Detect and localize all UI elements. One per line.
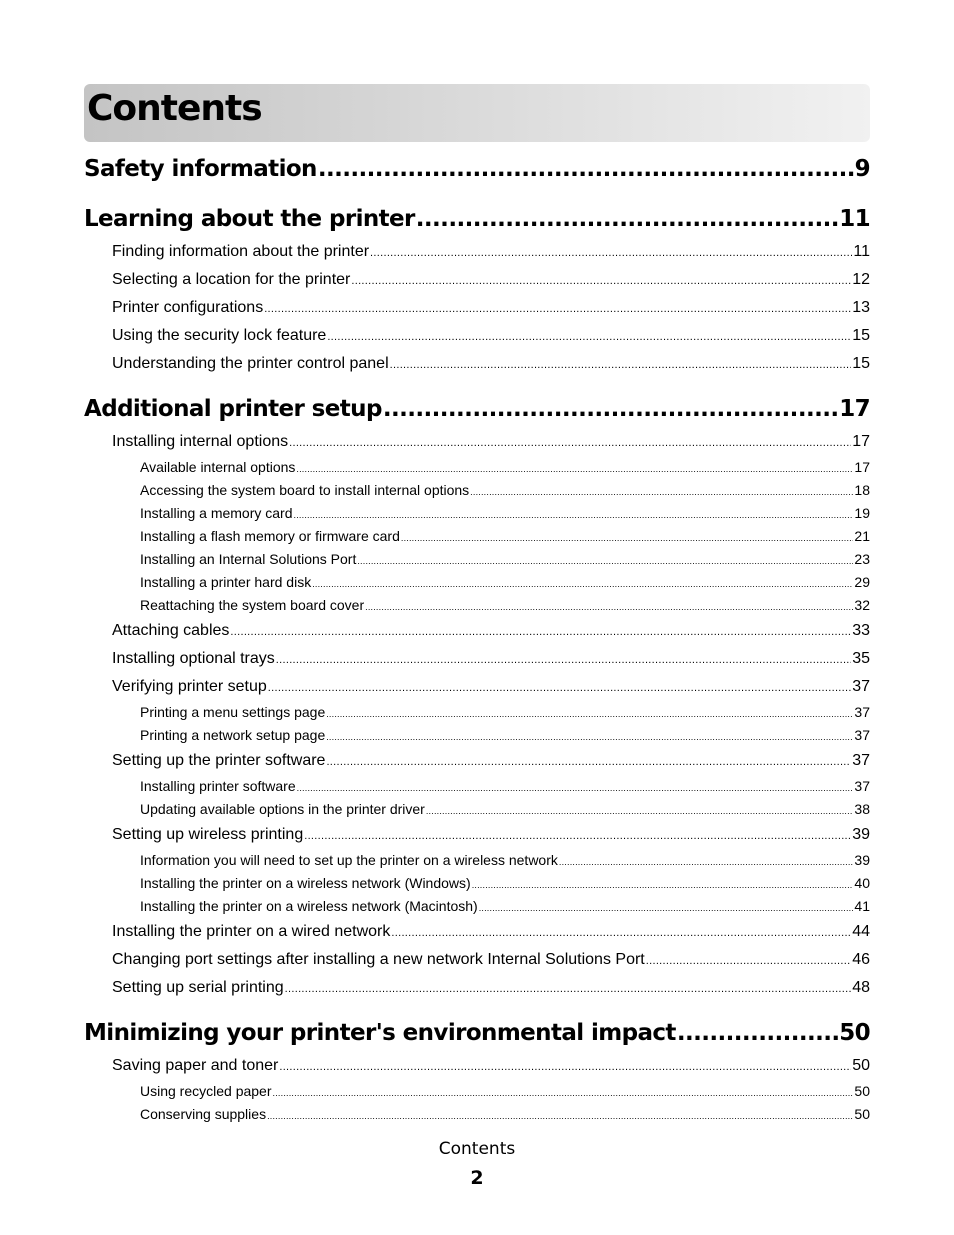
toc-entry-page: 11 <box>853 243 870 260</box>
dot-leader <box>677 1014 838 1052</box>
toc-entry-title: Setting up serial printing <box>112 979 284 996</box>
dot-leader <box>365 596 853 619</box>
toc-entry-page: 41 <box>854 898 870 914</box>
toc-entry-level-2[interactable] <box>84 322 870 350</box>
dot-leader <box>289 429 851 457</box>
toc-entry-page: 46 <box>852 951 870 968</box>
toc-entry-page: 37 <box>854 704 870 720</box>
table-of-contents <box>84 150 870 1126</box>
toc-entry-level-3[interactable] <box>84 479 870 502</box>
toc-entry-page: 44 <box>852 923 870 940</box>
dot-leader <box>267 1105 853 1128</box>
toc-entry-level-2[interactable] <box>84 747 870 775</box>
toc-entry-page: 15 <box>852 327 870 344</box>
dot-leader <box>296 458 853 481</box>
toc-entry-title: Available internal options <box>140 459 296 475</box>
toc-entry-page: 17 <box>852 433 870 450</box>
dot-leader <box>264 295 851 323</box>
toc-entry-title: Setting up the printer software <box>112 752 326 769</box>
toc-entry-title: Learning about the printer <box>84 206 415 232</box>
toc-entry-level-2[interactable] <box>84 350 870 378</box>
dot-leader <box>273 1082 854 1105</box>
dot-leader <box>470 481 853 504</box>
toc-entry-title: Installing optional trays <box>112 650 275 667</box>
dot-leader <box>327 323 851 351</box>
toc-entry-page: 11 <box>839 206 870 232</box>
toc-entry-page: 12 <box>852 271 870 288</box>
toc-entry-title: Understanding the printer control panel <box>112 355 389 372</box>
dot-leader <box>390 351 852 379</box>
page-title: Contents <box>87 88 262 129</box>
toc-entry-level-1[interactable] <box>84 1014 870 1052</box>
toc-entry-title: Minimizing your printer's environmental impact <box>84 1020 676 1046</box>
toc-entry-title: Safety information <box>84 156 317 182</box>
toc-entry-title: Reattaching the system board cover <box>140 597 365 613</box>
dot-leader <box>401 527 854 550</box>
dot-leader <box>646 947 851 975</box>
dot-leader <box>357 550 853 573</box>
toc-entry-level-3[interactable] <box>84 701 870 724</box>
dot-leader <box>276 646 851 674</box>
toc-entry-title: Additional printer setup <box>84 396 382 422</box>
toc-entry-title: Verifying printer setup <box>112 678 267 695</box>
toc-entry-title: Installing internal options <box>112 433 289 450</box>
footer-page-number: 2 <box>470 1167 484 1189</box>
toc-entry-page: 37 <box>854 778 870 794</box>
dot-leader <box>370 239 852 267</box>
toc-entry-page: 48 <box>852 979 870 996</box>
toc-entry-level-2[interactable] <box>84 617 870 645</box>
toc-entry-level-3[interactable] <box>84 594 870 617</box>
toc-entry-level-3[interactable] <box>84 456 870 479</box>
toc-entry-level-2[interactable] <box>84 428 870 456</box>
toc-entry-level-3[interactable] <box>84 571 870 594</box>
toc-entry-page: 37 <box>854 727 870 743</box>
toc-entry-level-2[interactable] <box>84 974 870 1002</box>
toc-entry-page: 37 <box>852 752 870 769</box>
toc-entry-level-3[interactable] <box>84 502 870 525</box>
dot-leader <box>268 674 851 702</box>
toc-entry-title: Selecting a location for the printer <box>112 271 351 288</box>
toc-entry-page: 39 <box>852 826 870 843</box>
toc-entry-title: Using recycled paper <box>140 1083 272 1099</box>
toc-entry-level-3[interactable] <box>84 775 870 798</box>
toc-entry-page: 17 <box>854 459 870 475</box>
toc-entry-title: Setting up wireless printing <box>112 826 304 843</box>
toc-entry-page: 35 <box>852 650 870 667</box>
toc-entry-title: Printing a menu settings page <box>140 704 326 720</box>
toc-entry-title: Installing the printer on a wired network <box>112 923 391 940</box>
toc-entry-title: Printer configurations <box>112 299 264 316</box>
toc-entry-page: 50 <box>852 1057 870 1074</box>
dot-leader <box>318 150 854 188</box>
toc-entry-title: Accessing the system board to install internal options <box>140 482 470 498</box>
toc-entry-title: Installing a memory card <box>140 505 293 521</box>
toc-entry-level-3[interactable] <box>84 849 870 872</box>
dot-leader <box>326 703 853 726</box>
toc-entry-level-3[interactable] <box>84 895 870 918</box>
toc-entry-title: Finding information about the printer <box>112 243 370 260</box>
toc-entry-page: 50 <box>854 1083 870 1099</box>
toc-entry-page: 40 <box>854 875 870 891</box>
toc-entry-title: Installing the printer on a wireless network (Windows) <box>140 875 471 891</box>
toc-entry-level-3[interactable] <box>84 872 870 895</box>
toc-entry-level-3[interactable] <box>84 798 870 821</box>
toc-entry-level-3[interactable] <box>84 525 870 548</box>
toc-entry-title: Using the security lock feature <box>112 327 327 344</box>
toc-entry-level-2[interactable] <box>84 673 870 701</box>
toc-entry-page: 33 <box>852 622 870 639</box>
toc-entry-title: Saving paper and toner <box>112 1057 279 1074</box>
contents-banner <box>84 84 870 142</box>
toc-entry-level-2[interactable] <box>84 645 870 673</box>
toc-entry-page: 39 <box>854 852 870 868</box>
toc-entry-page: 18 <box>854 482 870 498</box>
dot-leader <box>297 777 854 800</box>
toc-entry-page: 38 <box>854 801 870 817</box>
dot-leader <box>285 975 852 1003</box>
toc-entry-page: 37 <box>852 678 870 695</box>
dot-leader <box>230 618 851 646</box>
toc-entry-level-2[interactable] <box>84 266 870 294</box>
dot-leader <box>326 748 851 776</box>
toc-entry-page: 13 <box>852 299 870 316</box>
toc-entry-page: 50 <box>854 1106 870 1122</box>
toc-entry-title: Installing printer software <box>140 778 296 794</box>
toc-entry-page: 19 <box>854 505 870 521</box>
toc-entry-title: Installing the printer on a wireless network (Macintosh) <box>140 898 478 914</box>
toc-entry-level-2[interactable] <box>84 946 870 974</box>
dot-leader <box>279 1053 851 1081</box>
toc-entry-level-1[interactable] <box>84 390 870 428</box>
toc-entry-title: Installing a flash memory or firmware card <box>140 528 400 544</box>
toc-entry-title: Attaching cables <box>112 622 230 639</box>
toc-entry-level-1[interactable] <box>84 150 870 188</box>
dot-leader <box>479 897 854 920</box>
toc-entry-level-3[interactable] <box>84 548 870 571</box>
dot-leader <box>351 267 851 295</box>
toc-entry-page: 15 <box>852 355 870 372</box>
toc-entry-title: Information you will need to set up the printer on a wireless network <box>140 852 558 868</box>
toc-entry-level-2[interactable] <box>84 918 870 946</box>
dot-leader <box>326 726 853 749</box>
toc-entry-level-1[interactable] <box>84 200 870 238</box>
toc-entry-title: Updating available options in the printer driver <box>140 801 425 817</box>
footer-section-label: Contents <box>438 1139 516 1159</box>
toc-entry-title: Changing port settings after installing a new network Internal Solutions Port <box>112 951 645 968</box>
toc-entry-page: 32 <box>854 597 870 613</box>
toc-entry-title: Printing a network setup page <box>140 727 326 743</box>
dot-leader <box>383 390 838 428</box>
toc-entry-level-3[interactable] <box>84 1080 870 1103</box>
toc-entry-title: Installing an Internal Solutions Port <box>140 551 357 567</box>
toc-entry-page: 23 <box>854 551 870 567</box>
toc-entry-page: 9 <box>854 156 870 182</box>
toc-entry-level-3[interactable] <box>84 724 870 747</box>
dot-leader <box>391 919 851 947</box>
toc-entry-level-2[interactable] <box>84 1052 870 1080</box>
toc-entry-level-2[interactable] <box>84 238 870 266</box>
toc-entry-title: Conserving supplies <box>140 1106 267 1122</box>
toc-entry-page: 17 <box>839 396 870 422</box>
toc-entry-level-2[interactable] <box>84 294 870 322</box>
dot-leader <box>304 822 851 850</box>
toc-entry-level-2[interactable] <box>84 821 870 849</box>
dot-leader <box>426 800 854 823</box>
toc-entry-level-3[interactable] <box>84 1103 870 1126</box>
dot-leader <box>294 504 854 527</box>
dot-leader <box>416 200 838 238</box>
dot-leader <box>312 573 853 596</box>
toc-entry-title: Installing a printer hard disk <box>140 574 312 590</box>
toc-entry-page: 29 <box>854 574 870 590</box>
dot-leader <box>472 874 854 897</box>
dot-leader <box>559 851 854 874</box>
toc-entry-page: 50 <box>839 1020 870 1046</box>
toc-entry-page: 21 <box>854 528 870 544</box>
